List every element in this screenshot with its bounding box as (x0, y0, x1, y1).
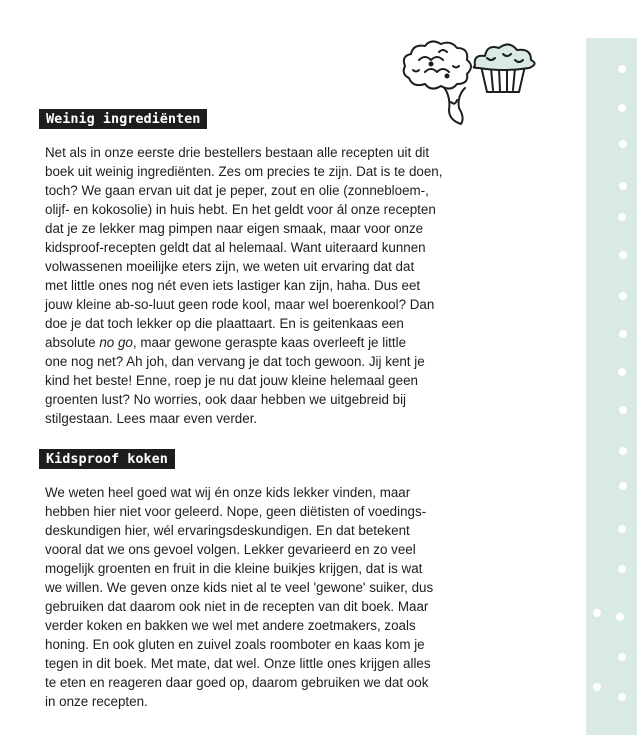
strip-dot (618, 104, 626, 112)
strip-dot (618, 368, 626, 376)
text-line: groenten lust? No worries, ook daar hebben we uitgebreid bij (45, 392, 407, 407)
text-line: jouw kleine ab-so-luut geen rode kool, maar wel boerenkool? Dan (45, 297, 435, 312)
strip-dot (618, 213, 626, 221)
dotted-side-strip (586, 38, 637, 735)
text-line: volwassenen moeilijke eters zijn, we weten uit ervaring dat dat (45, 259, 415, 274)
strip-dot (616, 613, 624, 621)
text-run: absolute (45, 335, 100, 350)
strip-dot (619, 406, 627, 414)
text-line: we willen. We geven onze kids niet al te veel 'gewone' suiker, dus (45, 580, 434, 595)
strip-dot (618, 525, 626, 533)
strip-dot (618, 653, 626, 661)
text-line: one nog net? Ah joh, dan vervang je dat toch gewoon. Jij kent je (45, 354, 425, 369)
strip-dot (619, 251, 627, 259)
text-line: met little ones nog nét even iets lastiger kan zijn, haha. Dus eet (45, 278, 421, 293)
section-body-ingredients (45, 143, 475, 428)
strip-dot (618, 693, 626, 701)
text-line: tegen in dit boek. Met mate, dat wel. Onze little ones krijgen alles (45, 656, 431, 671)
strip-dot (593, 683, 601, 691)
strip-dot (619, 140, 627, 148)
italic-text-run: no go (99, 335, 133, 350)
strip-dot (619, 182, 627, 190)
broccoli-and-cupcake-illustration (395, 36, 551, 128)
text-line: hebben hier niet voor geleerd. Nope, geen diëtisten of voedings- (45, 504, 427, 519)
text-line: We weten heel goed wat wij én onze kids lekker vinden, maar (45, 485, 411, 500)
section-heading-kidsproof: Kidsproof koken (39, 449, 175, 469)
text-line: vooral dat we ons gevoel volgen. Lekker gevarieerd en zo veel (45, 542, 416, 557)
strip-dot (619, 482, 627, 490)
text-line: kind het beste! Enne, roep je nu dat jouw kleine helemaal geen (45, 373, 418, 388)
text-line: gebruiken dat daarom ook niet in de recepten van dit boek. Maar (45, 599, 429, 614)
text-line: toch? We gaan ervan uit dat je peper, zout en olie (zonnebloem-, (45, 183, 429, 198)
section-heading-ingredients: Weinig ingrediënten (39, 109, 207, 129)
text-line: olijf- en kokosolie) in huis hebt. En het geldt voor ál onze recepten (45, 202, 436, 217)
strip-dot (619, 447, 627, 455)
text-line: in onze recepten. (45, 694, 148, 709)
text-line: deskundigen hier, wél ervaringsdeskundigen. En dat betekent (45, 523, 410, 538)
text-line (45, 333, 475, 352)
text-line: boek uit weinig ingrediënten. Zes om precies te zijn. Dat is te doen, (45, 164, 443, 179)
text-line: stilgestaan. Lees maar even verder. (45, 411, 258, 426)
text-line: dat je ze lekker mag pimpen naar eigen smaak, maar voor onze (45, 221, 424, 236)
text-line: te eten en reageren daar goed op, daarom gebruiken we dat ook (45, 675, 429, 690)
text-line: doe je dat toch lekker op die plaattaart. En is geitenkaas een (45, 316, 404, 331)
text-line: mogelijk groenten en fruit in die kleine buikjes krijgen, dat is wat (45, 561, 423, 576)
strip-dot (619, 292, 627, 300)
strip-dot (618, 65, 626, 73)
strip-dot (618, 565, 626, 573)
section-body-kidsproof (45, 483, 475, 711)
text-line: kidsproof-recepten geldt dat al helemaal. Want uiteraard kunnen (45, 240, 426, 255)
text-run: , maar gewone geraspte kaas overleeft je little (132, 335, 407, 350)
text-line: Net als in onze eerste drie bestellers bestaan alle recepten uit dit (45, 145, 430, 160)
text-line: verder koken en bakken we wel met andere zoetmakers, zoals (45, 618, 416, 633)
strip-dot (619, 330, 627, 338)
text-line: honing. En ook gluten en zuivel zoals roomboter en kaas kom je (45, 637, 425, 652)
strip-dot (593, 609, 601, 617)
